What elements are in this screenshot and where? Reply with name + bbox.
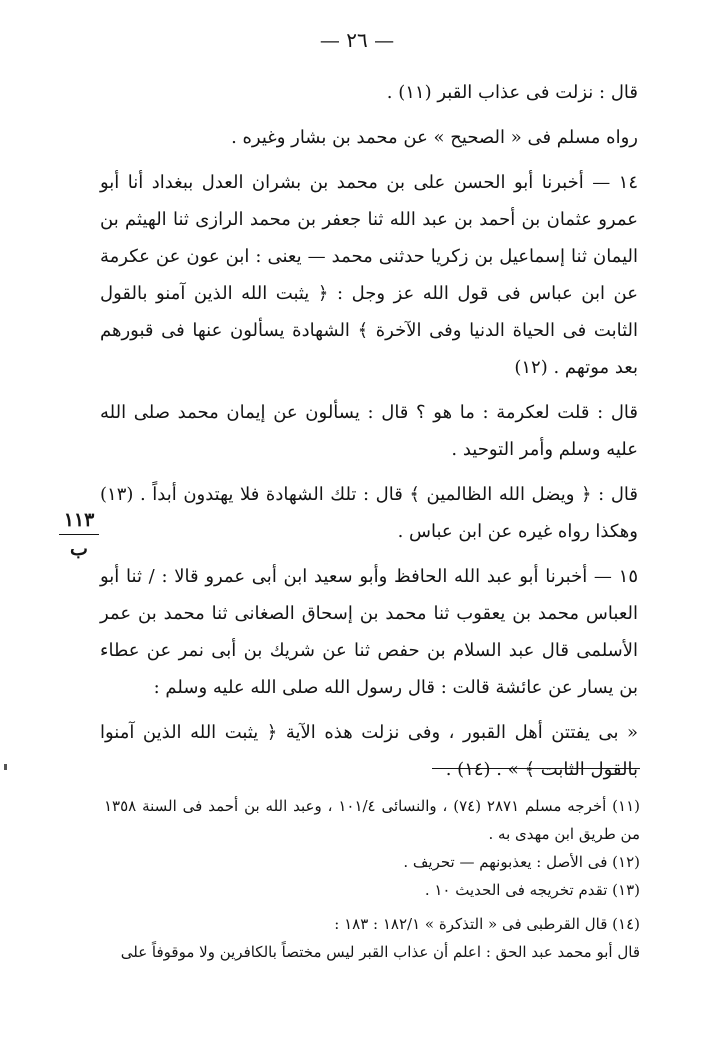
paragraph: « بى يفتتن أهل القبور ، وفى نزلت هذه الآية ﴿ يثبت الله الذين آمنوا بالقول الثابت ﴾ » . (١٤) . xyxy=(100,722,638,780)
footnote: (١٤) قال القرطبى فى « التذكرة » ١٨٢/١ : ١٨٣ : xyxy=(334,915,640,933)
footnote: قال أبو محمد عبد الحق : اعلم أن عذاب القبر ليس مختصاً بالكافرين ولا موقوفاً على xyxy=(120,943,640,961)
folio-marker xyxy=(56,508,102,561)
paragraph: قال : نزلت فى عذاب القبر (١١) . xyxy=(386,82,638,103)
footnote-separator xyxy=(432,768,640,769)
paragraph: ١٤ — أخبرنا أبو الحسن على بن محمد بن بشران العدل ببغداد أنا أبو عمرو عثمان بن أحمد بن عبد الله ثنا جعفر بن محمد الرازى ثنا الهيثم بن اليمان ثنا إسماعيل بن زكريا حدثنى محمد — يعنى : ابن عون عن عكرمة عن ابن عباس فى قول الله عز وجل : ﴿ يثبت الله الذين آمنو بالقول الثابت فى الحياة الدنيا وفى الآخرة ﴾ الشهادة يسألون عنها فى قبورهم بعد موتهم . (١٢) xyxy=(100,172,638,378)
scan-edge-mark xyxy=(4,764,7,770)
page-number: — ٢٦ — xyxy=(319,28,395,52)
folio-number: ١١٣ xyxy=(63,509,95,531)
folio-side: ب xyxy=(70,538,88,560)
footnotes xyxy=(104,792,640,966)
footnote: (١٣) تقدم تخريجه فى الحديث ١٠ . xyxy=(424,881,640,899)
paragraph: قال : قلت لعكرمة : ما هو ؟ قال : يسألون عن إيمان محمد صلى الله عليه وسلم وأمر التوحيد . xyxy=(100,402,638,460)
paragraph: قال : ﴿ ويضل الله الظالمين ﴾ قال : تلك الشهادة فلا يهتدون أبداً . (١٣) وهكذا رواه غيره عن ابن عباس . xyxy=(100,484,638,542)
footnote: (١١) أخرجه مسلم ٢٨٧١ (٧٤) ، والنسائى ١٠١/٤ ، وعبد الله بن أحمد فى السنة ١٣٥٨ من طريق ابن مهدى به . xyxy=(104,797,641,843)
main-text xyxy=(100,74,638,788)
paragraph: ١٥ — أخبرنا أبو عبد الله الحافظ وأبو سعيد ابن أبى عمرو قالا : / ثنا أبو العباس محمد بن يعقوب ثنا محمد بن إسحاق الصغانى ثنا محمد بن عمر الأسلمى قال عبد السلام بن حفص ثنا عن شريك بن أبى نمر عن عطاء بن يسار عن عائشة قالت : قال رسول الله صلى الله عليه وسلم : xyxy=(100,566,638,698)
folio-divider xyxy=(59,534,99,535)
footnote: (١٢) فى الأصل : يعذبونهم — تحريف . xyxy=(403,853,640,871)
paragraph: رواه مسلم فى « الصحيح » عن محمد بن بشار وغيره . xyxy=(231,127,638,148)
